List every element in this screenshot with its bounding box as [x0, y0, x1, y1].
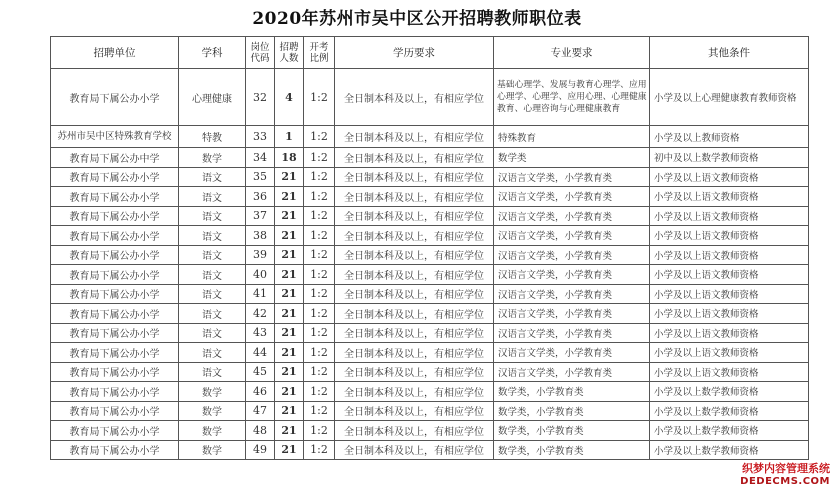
- cell-education: 全日制本科及以上，有相应学位: [335, 401, 494, 421]
- header-ratio: 开考比例: [304, 37, 335, 69]
- cell-unit: 教育局下属公办小学: [51, 401, 179, 421]
- cell-other: 小学及以上语文教师资格: [650, 323, 809, 343]
- cell-other: 小学及以上语文教师资格: [650, 167, 809, 187]
- cell-major: 数学类，小学教育类: [494, 421, 650, 441]
- cell-education: 全日制本科及以上，有相应学位: [335, 187, 494, 207]
- table-row: [51, 265, 809, 285]
- cell-education: 全日制本科及以上，有相应学位: [335, 265, 494, 285]
- cell-education: 全日制本科及以上，有相应学位: [335, 167, 494, 187]
- cell-unit: 教育局下属公办小学: [51, 440, 179, 460]
- cell-education: 全日制本科及以上，有相应学位: [335, 304, 494, 324]
- cell-ratio: 1:2: [304, 362, 335, 382]
- cell-ratio: 1:2: [304, 187, 335, 207]
- cell-unit: 教育局下属公办小学: [51, 362, 179, 382]
- cell-major: 汉语言文学类，小学教育类: [494, 206, 650, 226]
- cell-other: 小学及以上语文教师资格: [650, 343, 809, 363]
- table-row: [51, 187, 809, 207]
- cell-code: 42: [246, 304, 275, 324]
- watermark: [740, 460, 830, 487]
- header-major: 专业要求: [494, 37, 650, 69]
- cell-unit: 教育局下属公办中学: [51, 148, 179, 168]
- header-unit: 招聘单位: [51, 37, 179, 69]
- table-row: [51, 343, 809, 363]
- cell-other: 小学及以上语文教师资格: [650, 362, 809, 382]
- table-row: [51, 284, 809, 304]
- cell-code: 37: [246, 206, 275, 226]
- cell-unit: 苏州市吴中区特殊教育学校: [51, 126, 179, 148]
- table-row: [51, 148, 809, 168]
- cell-unit: 教育局下属公办小学: [51, 304, 179, 324]
- cell-count: 21: [275, 362, 304, 382]
- cell-subject: 语文: [179, 265, 246, 285]
- cell-ratio: 1:2: [304, 440, 335, 460]
- header-code: 岗位代码: [246, 37, 275, 69]
- cell-other: 小学及以上数学教师资格: [650, 401, 809, 421]
- cell-count: 21: [275, 440, 304, 460]
- cell-subject: 数学: [179, 440, 246, 460]
- cell-subject: 数学: [179, 382, 246, 402]
- cell-code: 33: [246, 126, 275, 148]
- cell-major: 汉语言文学类，小学教育类: [494, 245, 650, 265]
- table-row: [51, 167, 809, 187]
- cell-education: 全日制本科及以上，有相应学位: [335, 362, 494, 382]
- cell-major: 汉语言文学类，小学教育类: [494, 265, 650, 285]
- cell-other: 初中及以上数学教师资格: [650, 148, 809, 168]
- cell-other: 小学及以上语文教师资格: [650, 245, 809, 265]
- cell-other: 小学及以上语文教师资格: [650, 187, 809, 207]
- cell-education: 全日制本科及以上，有相应学位: [335, 421, 494, 441]
- cell-count: 21: [275, 226, 304, 246]
- table-row: [51, 226, 809, 246]
- cell-ratio: 1:2: [304, 382, 335, 402]
- cell-ratio: 1:2: [304, 343, 335, 363]
- cell-education: 全日制本科及以上，有相应学位: [335, 382, 494, 402]
- cell-code: 49: [246, 440, 275, 460]
- table-body: [51, 69, 809, 460]
- header-other: 其他条件: [650, 37, 809, 69]
- cell-unit: 教育局下属公办小学: [51, 382, 179, 402]
- cell-subject: 语文: [179, 284, 246, 304]
- cell-other: 小学及以上心理健康教育教师资格: [650, 69, 809, 126]
- cell-education: 全日制本科及以上，有相应学位: [335, 245, 494, 265]
- cell-education: 全日制本科及以上，有相应学位: [335, 226, 494, 246]
- cell-code: 32: [246, 69, 275, 126]
- table-row: [51, 304, 809, 324]
- cell-code: 40: [246, 265, 275, 285]
- cell-count: 21: [275, 323, 304, 343]
- cell-count: 4: [275, 69, 304, 126]
- cell-count: 21: [275, 265, 304, 285]
- cell-education: 全日制本科及以上，有相应学位: [335, 323, 494, 343]
- watermark-line1: 织梦内容管理系统: [742, 462, 830, 475]
- cell-code: 44: [246, 343, 275, 363]
- table-row: [51, 323, 809, 343]
- cell-major: 基础心理学、发展与教育心理学、应用心理学、心理学、应用心理、心理健康教育、心理咨询与心理健康教育: [494, 69, 650, 126]
- cell-major: 数学类，小学教育类: [494, 440, 650, 460]
- cell-count: 21: [275, 421, 304, 441]
- cell-ratio: 1:2: [304, 421, 335, 441]
- cell-major: 汉语言文学类，小学教育类: [494, 167, 650, 187]
- cell-unit: 教育局下属公办小学: [51, 323, 179, 343]
- cell-code: 36: [246, 187, 275, 207]
- cell-other: 小学及以上语文教师资格: [650, 265, 809, 285]
- cell-other: 小学及以上语文教师资格: [650, 206, 809, 226]
- cell-ratio: 1:2: [304, 226, 335, 246]
- cell-code: 46: [246, 382, 275, 402]
- cell-unit: 教育局下属公办小学: [51, 187, 179, 207]
- cell-major: 数学类，小学教育类: [494, 382, 650, 402]
- cell-subject: 语文: [179, 187, 246, 207]
- cell-code: 45: [246, 362, 275, 382]
- cell-count: 21: [275, 401, 304, 421]
- cell-other: 小学及以上语文教师资格: [650, 284, 809, 304]
- cell-unit: 教育局下属公办小学: [51, 206, 179, 226]
- cell-unit: 教育局下属公办小学: [51, 69, 179, 126]
- table-row: [51, 421, 809, 441]
- table-row: [51, 440, 809, 460]
- table-header-row: [51, 37, 809, 69]
- cell-education: 全日制本科及以上，有相应学位: [335, 343, 494, 363]
- cell-ratio: 1:2: [304, 323, 335, 343]
- cell-count: 18: [275, 148, 304, 168]
- cell-subject: 心理健康: [179, 69, 246, 126]
- cell-count: 1: [275, 126, 304, 148]
- cell-unit: 教育局下属公办小学: [51, 343, 179, 363]
- cell-ratio: 1:2: [304, 284, 335, 304]
- table-row: [51, 126, 809, 148]
- cell-unit: 教育局下属公办小学: [51, 265, 179, 285]
- cell-ratio: 1:2: [304, 69, 335, 126]
- cell-ratio: 1:2: [304, 126, 335, 148]
- positions-table: [50, 36, 809, 460]
- cell-count: 21: [275, 343, 304, 363]
- cell-code: 38: [246, 226, 275, 246]
- cell-subject: 语文: [179, 323, 246, 343]
- cell-code: 34: [246, 148, 275, 168]
- cell-other: 小学及以上教师资格: [650, 126, 809, 148]
- cell-count: 21: [275, 382, 304, 402]
- table-row: [51, 69, 809, 126]
- cell-ratio: 1:2: [304, 245, 335, 265]
- page-title: 2020年苏州市吴中区公开招聘教师职位表: [252, 9, 582, 29]
- header-subject: 学科: [179, 37, 246, 69]
- cell-education: 全日制本科及以上，有相应学位: [335, 69, 494, 126]
- table-row: [51, 401, 809, 421]
- cell-unit: 教育局下属公办小学: [51, 226, 179, 246]
- cell-code: 48: [246, 421, 275, 441]
- cell-count: 21: [275, 206, 304, 226]
- cell-subject: 语文: [179, 362, 246, 382]
- cell-unit: 教育局下属公办小学: [51, 284, 179, 304]
- cell-major: 汉语言文学类，小学教育类: [494, 187, 650, 207]
- cell-ratio: 1:2: [304, 148, 335, 168]
- cell-count: 21: [275, 284, 304, 304]
- header-count: 招聘人数: [275, 37, 304, 69]
- cell-education: 全日制本科及以上，有相应学位: [335, 284, 494, 304]
- cell-unit: 教育局下属公办小学: [51, 167, 179, 187]
- cell-major: 汉语言文学类，小学教育类: [494, 323, 650, 343]
- table-row: [51, 362, 809, 382]
- table-row: [51, 206, 809, 226]
- cell-subject: 数学: [179, 421, 246, 441]
- cell-major: 汉语言文学类，小学教育类: [494, 343, 650, 363]
- cell-major: 特殊教育: [494, 126, 650, 148]
- cell-other: 小学及以上数学教师资格: [650, 440, 809, 460]
- table-row: [51, 382, 809, 402]
- cell-subject: 语文: [179, 304, 246, 324]
- cell-major: 数学类，小学教育类: [494, 401, 650, 421]
- header-education: 学历要求: [335, 37, 494, 69]
- cell-count: 21: [275, 187, 304, 207]
- cell-count: 21: [275, 167, 304, 187]
- cell-major: 数学类: [494, 148, 650, 168]
- cell-ratio: 1:2: [304, 401, 335, 421]
- cell-unit: 教育局下属公办小学: [51, 421, 179, 441]
- cell-major: 汉语言文学类，小学教育类: [494, 284, 650, 304]
- cell-education: 全日制本科及以上，有相应学位: [335, 440, 494, 460]
- cell-subject: 语文: [179, 206, 246, 226]
- cell-code: 39: [246, 245, 275, 265]
- cell-code: 43: [246, 323, 275, 343]
- cell-ratio: 1:2: [304, 206, 335, 226]
- cell-subject: 数学: [179, 401, 246, 421]
- cell-count: 21: [275, 304, 304, 324]
- cell-ratio: 1:2: [304, 304, 335, 324]
- cell-education: 全日制本科及以上，有相应学位: [335, 126, 494, 148]
- cell-major: 汉语言文学类，小学教育类: [494, 226, 650, 246]
- cell-education: 全日制本科及以上，有相应学位: [335, 148, 494, 168]
- cell-subject: 语文: [179, 343, 246, 363]
- watermark-line2: DEDECMS.COM: [740, 476, 830, 487]
- cell-other: 小学及以上语文教师资格: [650, 226, 809, 246]
- cell-unit: 教育局下属公办小学: [51, 245, 179, 265]
- cell-other: 小学及以上语文教师资格: [650, 304, 809, 324]
- cell-code: 47: [246, 401, 275, 421]
- cell-major: 汉语言文学类，小学教育类: [494, 304, 650, 324]
- cell-subject: 语文: [179, 167, 246, 187]
- cell-code: 35: [246, 167, 275, 187]
- table-row: [51, 245, 809, 265]
- cell-count: 21: [275, 245, 304, 265]
- cell-subject: 数学: [179, 148, 246, 168]
- cell-subject: 特教: [179, 126, 246, 148]
- cell-code: 41: [246, 284, 275, 304]
- cell-subject: 语文: [179, 245, 246, 265]
- cell-subject: 语文: [179, 226, 246, 246]
- cell-ratio: 1:2: [304, 167, 335, 187]
- cell-major: 汉语言文学类，小学教育类: [494, 362, 650, 382]
- cell-education: 全日制本科及以上，有相应学位: [335, 206, 494, 226]
- cell-other: 小学及以上数学教师资格: [650, 421, 809, 441]
- cell-ratio: 1:2: [304, 265, 335, 285]
- cell-other: 小学及以上数学教师资格: [650, 382, 809, 402]
